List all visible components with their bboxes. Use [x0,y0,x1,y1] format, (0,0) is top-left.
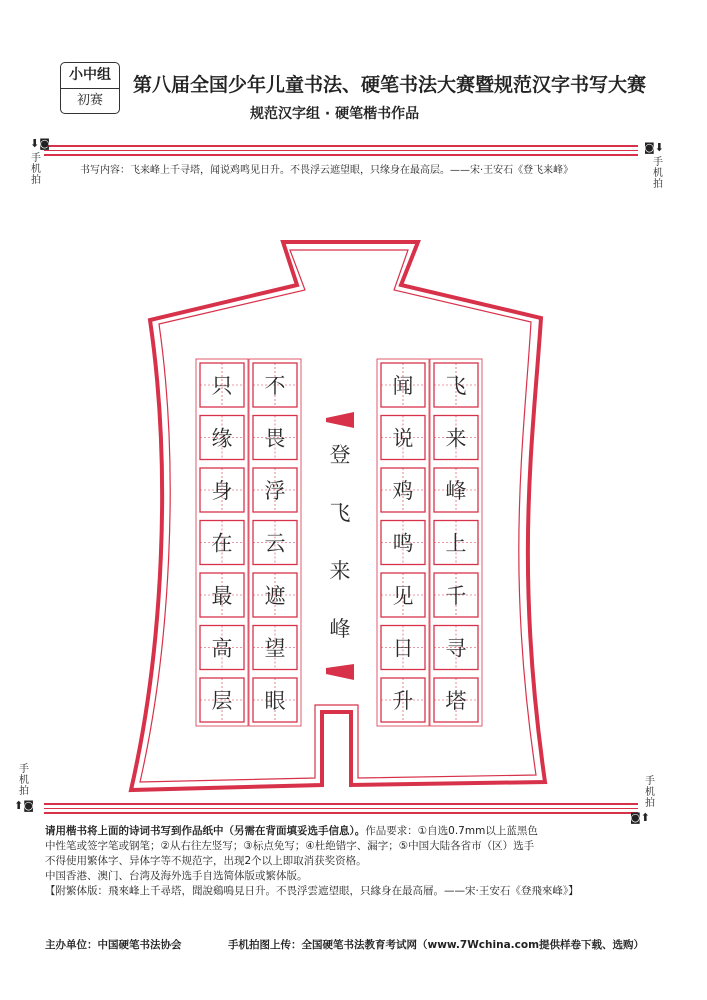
bottom-rule-thin [44,808,638,809]
poem-character: 在 [211,531,233,556]
poem-character: 说 [392,426,414,451]
poem-character: 遮 [264,584,286,608]
camera-icon: ⬇◙ [30,137,50,150]
upload-info-text: 手机拍图上传：全国硬笔书法教育考试网（www.7Wchina.com提供样卷下载、选购） [228,939,645,951]
instructions-block [45,824,645,899]
phone-shoot-label-br: 手机拍 [645,776,655,809]
group-label: 小中组 [61,63,119,89]
poem-character: 不 [264,374,286,398]
poem-character: 鸡 [392,479,414,503]
poem-character: 见 [392,584,414,608]
instruction-requirements: 作品要求：①自选0.7mm以上蓝黑色 [365,825,538,837]
phone-shoot-label-tl: 手机拍 [31,153,41,186]
poem-character: 浮 [264,479,286,503]
poem-character: 千 [445,584,467,608]
poem-character: 塔 [445,689,467,713]
poem-character: 升 [392,689,414,713]
poem-character: 身 [211,479,233,503]
phone-shoot-label-bl: 手机拍 [19,764,29,797]
page-subtitle: 规范汉字组 · 硬笔楷书作品 [250,106,420,122]
poem-character: 缘 [211,426,233,451]
poem-character: 上 [445,531,467,556]
poem-title-character: 来 [329,559,351,583]
camera-icon: ◙⬆ [630,811,650,824]
poem-title-character: 飞 [329,501,351,525]
poem-title-character: 峰 [329,617,351,641]
poem-character: 高 [211,636,233,661]
writing-content-line: 书写内容：飞来峰上千寻塔，闻说鸡鸣见日升。不畏浮云遮望眼，只缘身在最高层。——宋·王安石《登飞来峰》 [80,165,574,176]
phone-shoot-label-tr: 手机拍 [653,157,663,190]
bottom-rule-thick [44,812,638,814]
poem-character: 鸣 [392,531,414,556]
camera-icon: ⬆◙ [14,799,34,812]
poem-character: 望 [264,636,286,661]
poem-character: 日 [392,636,414,661]
poem-character: 畏 [264,426,286,451]
poem-character: 峰 [445,479,467,503]
poem-character: 层 [211,689,233,713]
poem-character: 云 [264,531,286,556]
organizer-text: 主办单位：中国硬笔书法协会 [45,939,182,951]
instruction-lead: 请用楷书将上面的诗词书写到作品纸中（另需在背面填妥选手信息）。 [45,825,366,837]
poem-character: 眼 [264,689,286,713]
instruction-line-2: 中性笔或签字笔或钢笔；②从右往左竖写；③标点免写；④杜绝错字、漏字；⑤中国大陆各省市（区）选手 [45,840,535,852]
camera-icon: ◙⬇ [644,141,664,154]
page-title: 第八届全国少年儿童书法、硬笔书法大赛暨规范汉字书写大赛 [133,74,647,96]
poem-title-character: 登 [329,443,351,467]
instruction-line-4: 中国香港、澳门、台湾及海外选手自选简体版或繁体版。 [45,870,308,882]
poem-character: 飞 [445,374,467,398]
poem-character: 寻 [445,636,467,661]
poem-character: 只 [211,374,233,398]
instruction-line-3: 不得使用繁体字、异体字等不规范字，出现2个以上即取消获奖资格。 [45,855,367,867]
poem-character: 来 [445,426,467,451]
stage-label: 初赛 [76,93,103,108]
bottom-rule-bold [44,803,638,805]
poem-character: 最 [211,584,233,608]
traditional-version-note: 【附繁体版：飛來峰上千尋塔，聞說鷄鳴見日升。不畏浮雲遮望眼，只緣身在最高層。——宋·王安石《登飛來峰》】 [45,885,579,897]
poem-character: 闻 [392,374,414,398]
